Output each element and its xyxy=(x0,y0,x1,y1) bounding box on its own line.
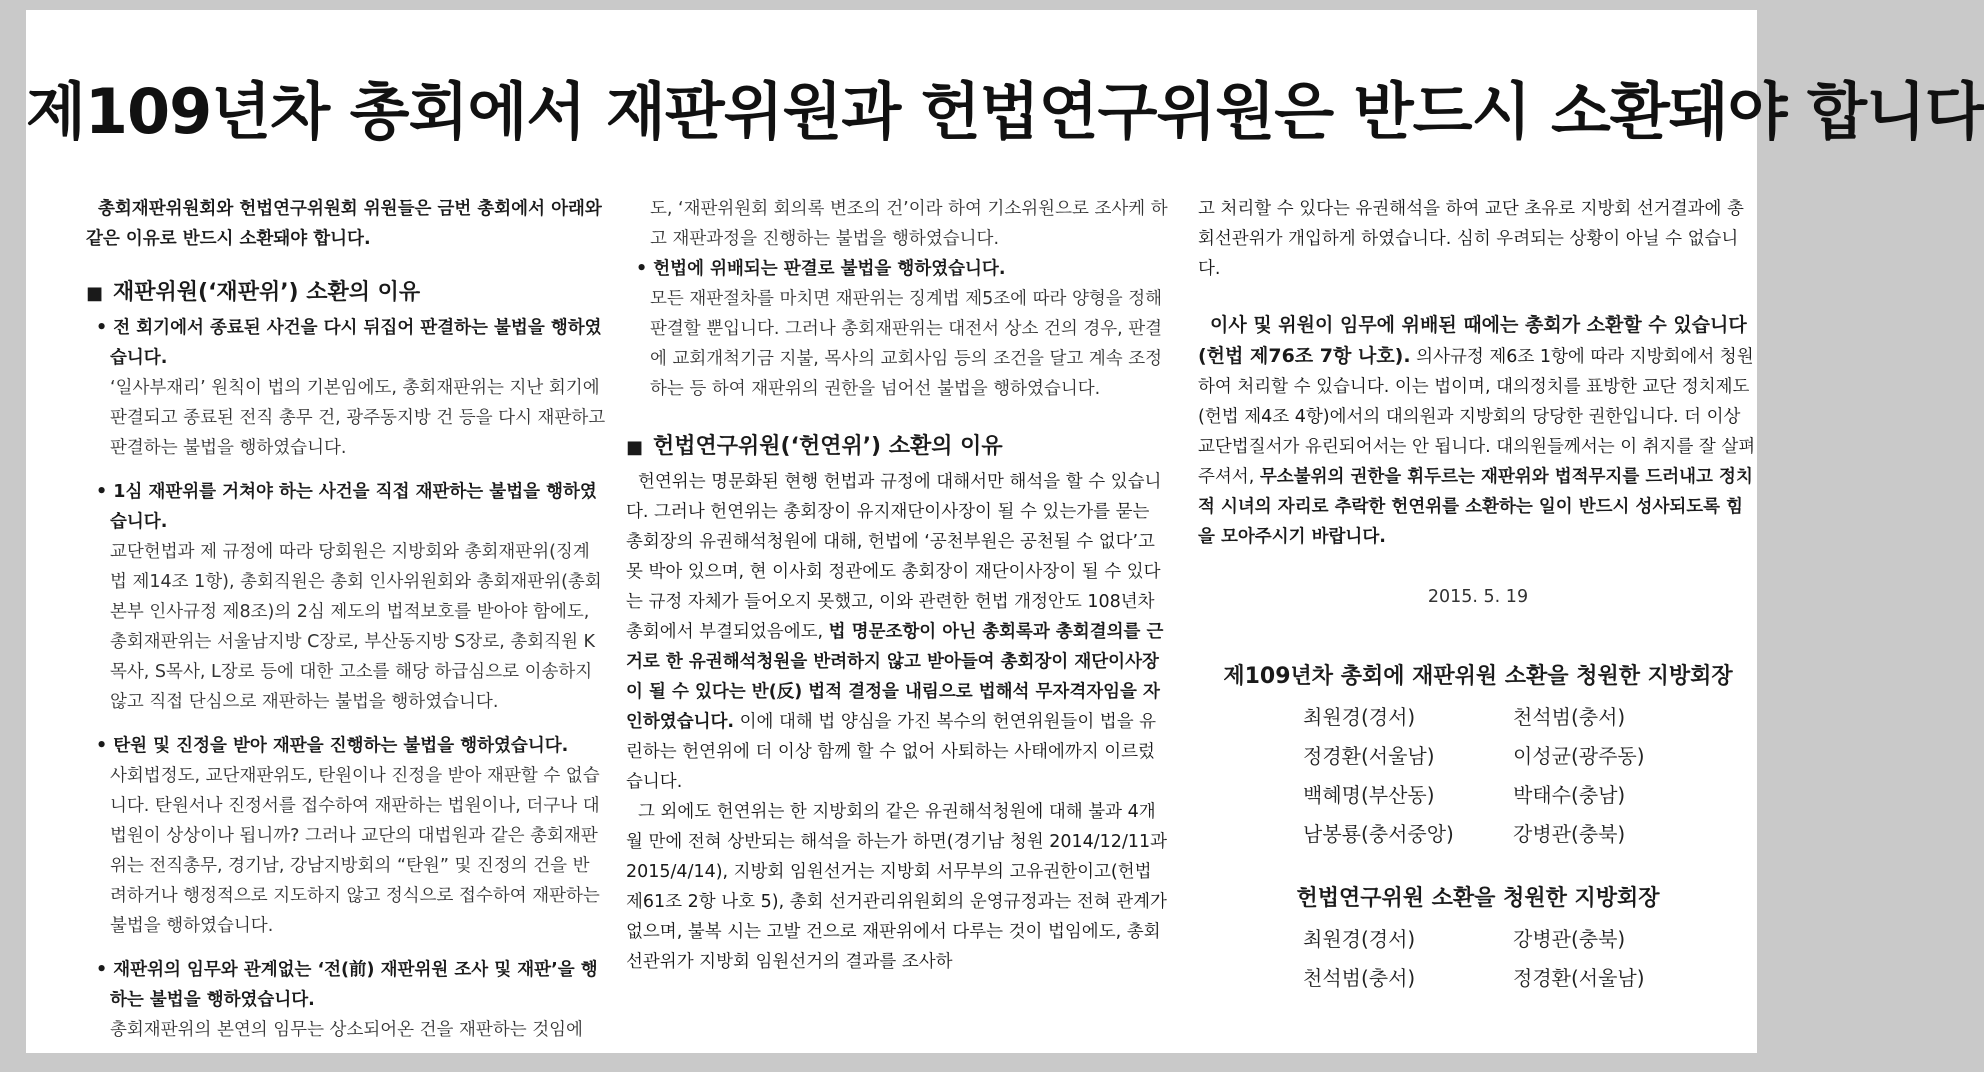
section-2-paragraph-2: 그 외에도 헌연위는 한 지방회의 같은 유권해석청원에 대해 불과 4개월 만에 전혀 상반되는 해석을 하는가 하면(경기남 청원 2014/12/11과 2015/4/14), 지방회 임원선거는 지방회 서무부의 고유권한이고(헌법 제61조 2항 나호 5), 총회 선거관리위원회의 운영규정과는 전혀 관계가 없으며, 불복 시는 고발 건으로 재판위에서 다루는 것이 법임에도, 총회선관위가 지방회 임원선거의 결과를 조사하 xyxy=(626,802,1168,972)
petitioners-group-1 xyxy=(1198,698,1758,854)
section-1-item-3-body: 사회법정도, 교단재판위도, 탄원이나 진정을 받아 재판할 수 없습니다. 탄원서나 진정서를 접수하여 재판하는 법원이나, 더구나 대법원이 상상이나 됩니까? 그러나 교단의 대법원과 같은 총회재판위는 전직총무, 경기남, 강남지방회의 “탄원” 및 진정의 건을 반려하거나 행정적으로 지도하지 않고 정식으로 접수하여 재판하는 불법을 행하였습니다. xyxy=(110,766,600,936)
section-2-paragraph-2-cont: 고 처리할 수 있다는 유권해석을 하여 교단 초유로 지방회 선거결과에 총회선관위가 개입하게 하였습니다. 심히 우려되는 상황이 아닐 수 없습니다. xyxy=(1198,199,1744,279)
petitioner-name: 정경환(서울남) xyxy=(1303,744,1435,768)
section-2-heading: ■ 헌법연구위원(‘헌연위’) 소환의 이유 xyxy=(626,434,1003,459)
section-1-item-1-title: • 전 회기에서 종료된 사건을 다시 뒤집어 판결하는 불법을 행하였습니다. xyxy=(96,318,602,368)
section-1-item-4-title: • 재판위의 임무와 관계없는 ‘전(前) 재판위원 조사 및 재판’을 행하는 불법을 행하였습니다. xyxy=(96,960,598,1010)
advertisement-page xyxy=(26,10,1984,1053)
section-1-item-3-title: • 탄원 및 진정을 받아 재판을 진행하는 불법을 행하였습니다. xyxy=(96,736,569,756)
section-1-item-4-body-cont: 도, ‘재판위원회 회의록 변조의 건’이라 하여 기소위원으로 조사케 하고 재판과정을 진행하는 불법을 행하였습니다. xyxy=(650,199,1168,249)
petitioners-group-2-title: 헌법연구위원 소환을 청원한 지방회장 xyxy=(1296,886,1660,911)
petitioner-name: 최원경(경서) xyxy=(1303,927,1416,951)
petitioner-name: 백혜명(부산동) xyxy=(1303,783,1435,807)
column-3 xyxy=(1198,194,1758,998)
section-1-item-5-body: 모든 재판절차를 마치면 재판위는 징계법 제5조에 따라 양형을 정해 판결할 뿐입니다. 그러나 총회재판위는 대전서 상소 건의 경우, 판결에 교회개척기금 지불, 목사의 교회사임 등의 조건을 달고 계속 조정하는 등 하여 재판위의 권한을 넘어선 불법을 행하였습니다. xyxy=(650,289,1163,399)
column-1 xyxy=(86,194,606,1045)
petitioner-name: 강병관(충북) xyxy=(1513,822,1626,846)
section-2-paragraph-1: 헌연위는 명문화된 현행 헌법과 규정에 대해서만 해석을 할 수 있습니다. 그러나 헌연위는 총회장이 유지재단이사장이 될 수 있는가를 묻는 총회장의 유권해석청원에 대해, 헌법에 ‘공천부원은 공천될 수 없다’고 못 박아 있으며, 현 이사회 정관에도 총회장이 재단이사장이 될 수 있다는 규정 자체가 들어오지 못했고, 이와 관련한 헌법 개정안도 108년차 총회에서 부결되었음에도, 법 명문조항이 아닌 총회록과 총회결의를 근거로 한 유권해석청원을 반려하지 않고 받아들여 총회장이 재단이사장이 될 수 있다는 반(反) 법적 결정을 내림으로 법해석 무자격자임을 자인하였습니다. 이에 대해 법 양심을 가진 복수의 헌연위원들이 법을 유린하는 헌연위에 더 이상 함께 할 수 없어 사퇴하는 사태에까지 이르렀습니다. xyxy=(626,472,1164,792)
column-2 xyxy=(626,194,1171,977)
square-bullet-icon: ■ xyxy=(86,283,104,304)
petitioners-group-1-title: 제109년차 총회에 재판위원 소환을 청원한 지방회장 xyxy=(1223,664,1733,689)
petitioners-group-2 xyxy=(1198,920,1758,998)
petitioner-name: 천석범(충서) xyxy=(1513,705,1626,729)
recall-paragraph: 이사 및 위원이 임무에 위배된 때에는 총회가 소환할 수 있습니다(헌법 제76조 7항 나호). 의사규정 제6조 1항에 따라 지방회에서 청원하여 처리할 수 있습니다. 이는 법이며, 대의정치를 표방한 교단 정치제도(헌법 제4조 4항)에서의 대의원과 지방회의 당당한 권한입니다. 더 이상 교단법질서가 유린되어서는 안 됩니다. 대의원들께서는 이 취지를 잘 살펴주셔서, 무소불위의 권한을 휘두르는 재판위와 법적무지를 드러내고 정치적 시녀의 자리로 추락한 헌연위를 소환하는 일이 반드시 성사되도록 힘을 모아주시기 바랍니다. xyxy=(1198,314,1756,547)
petitioner-name: 이성균(광주동) xyxy=(1513,744,1645,768)
petitioner-name: 박태수(충남) xyxy=(1513,783,1626,807)
page-title: 제109년차 총회에서 재판위원과 헌법연구위원은 반드시 소환돼야 합니다 xyxy=(26,75,1984,148)
square-bullet-icon: ■ xyxy=(626,437,644,458)
section-1-item-4-body: 총회재판위의 본연의 임무는 상소되어온 건을 재판하는 것임에 xyxy=(110,1020,583,1040)
intro-paragraph: 총회재판위원회와 헌법연구위원회 위원들은 금번 총회에서 아래와 같은 이유로 반드시 소환돼야 합니다. xyxy=(86,199,602,249)
section-1-item-5-title: • 헌법에 위배되는 판결로 불법을 행하였습니다. xyxy=(636,259,1006,279)
section-1-item-1-body: ‘일사부재리’ 원칙이 법의 기본임에도, 총회재판위는 지난 회기에 판결되고 종료된 전직 총무 건, 광주동지방 건 등을 다시 재판하고 판결하는 불법을 행하였습니다. xyxy=(110,378,606,458)
petitioner-name: 최원경(경서) xyxy=(1303,705,1416,729)
section-1-item-2-body: 교단헌법과 제 규정에 따라 당회원은 지방회와 총회재판위(징계법 제14조 1항), 총회직원은 총회 인사위원회와 총회재판위(총회본부 인사규정 제8조)의 2심 제도의 법적보호를 받아야 함에도, 총회재판위는 서울남지방 C장로, 부산동지방 S장로, 총회직원 K목사, S목사, L장로 등에 대한 고소를 해당 하급심으로 이송하지 않고 직접 단심으로 재판하는 불법을 행하였습니다. xyxy=(110,542,602,712)
date: 2015. 5. 19 xyxy=(1427,587,1529,607)
petitioner-name: 강병관(충북) xyxy=(1513,927,1626,951)
petitioner-name: 천석범(충서) xyxy=(1303,966,1416,990)
section-1-item-2-title: • 1심 재판위를 거쳐야 하는 사건을 직접 재판하는 불법을 행하였습니다. xyxy=(96,482,597,532)
section-1-heading: ■ 재판위원(‘재판위’) 소환의 이유 xyxy=(86,280,421,305)
petitioner-name: 남봉룡(충서중앙) xyxy=(1303,822,1454,846)
petitioner-name: 정경환(서울남) xyxy=(1513,966,1645,990)
